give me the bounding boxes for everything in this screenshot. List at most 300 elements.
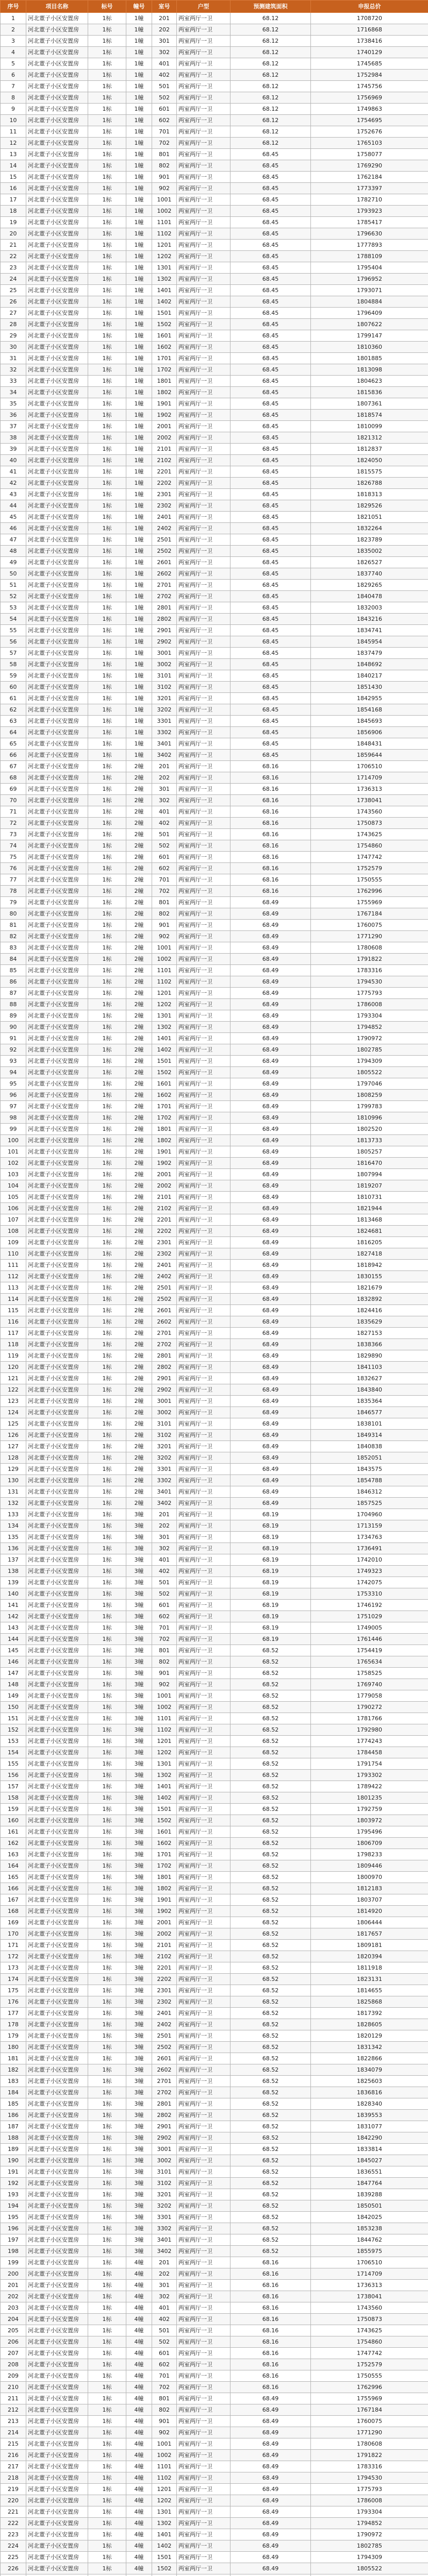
cell-room: 402 — [152, 1566, 177, 1577]
cell-lot: 1标 — [88, 648, 126, 659]
cell-total-price: 1736491 — [311, 1543, 428, 1554]
cell-total-price: 1742010 — [311, 1554, 428, 1566]
cell-area: 68.52 — [231, 2030, 311, 2042]
cell-room: 2101 — [152, 1192, 177, 1203]
cell-area: 68.19 — [231, 1532, 311, 1543]
cell-layout: 两室两厅一卫 — [177, 1668, 231, 1679]
cell-project: 河北董子小区安置房 — [26, 1090, 88, 1101]
cell-building: 2幢 — [126, 1033, 152, 1044]
cell-layout: 两室两厅一卫 — [177, 2178, 231, 2189]
cell-project: 河北董子小区安置房 — [26, 523, 88, 534]
cell-lot: 1标 — [88, 285, 126, 296]
cell-area: 68.12 — [231, 58, 311, 70]
cell-layout: 两室两厅一卫 — [177, 1135, 231, 1146]
cell-layout: 两室两厅一卫 — [177, 206, 231, 217]
cell-area: 68.12 — [231, 24, 311, 36]
cell-project: 河北董子小区安置房 — [26, 2234, 88, 2246]
cell-total-price: 1827418 — [311, 1248, 428, 1260]
cell-index: 142 — [1, 1611, 26, 1622]
cell-total-price: 1765103 — [311, 138, 428, 149]
table-header — [1, 1, 428, 13]
table-row — [1, 1792, 428, 1804]
cell-building: 4幢 — [126, 2382, 152, 2393]
cell-building: 2幢 — [126, 1067, 152, 1078]
cell-total-price — [311, 2574, 428, 2576]
cell-index: 107 — [1, 1214, 26, 1226]
table-row — [1, 1135, 428, 1146]
cell-total-price: 1738416 — [311, 36, 428, 47]
table-row — [1, 1158, 428, 1169]
cell-building: 1幢 — [126, 750, 152, 761]
cell-room: 3202 — [152, 2200, 177, 2212]
cell-building: 2幢 — [126, 1464, 152, 1475]
cell-area: 68.49 — [231, 1078, 311, 1090]
cell-building: 2幢 — [126, 1135, 152, 1146]
cell-total-price: 1750873 — [311, 2314, 428, 2325]
cell-lot: 1标 — [88, 194, 126, 206]
cell-area: 68.45 — [231, 376, 311, 387]
cell-project: 河北董子小区安置房 — [26, 1509, 88, 1520]
cell-building: 1幢 — [126, 36, 152, 47]
cell-layout: 两室两厅一卫 — [177, 1996, 231, 2008]
cell-index: 193 — [1, 2189, 26, 2200]
cell-layout: 两室两厅一卫 — [177, 2552, 231, 2563]
cell-index: 40 — [1, 455, 26, 466]
cell-room: 2601 — [152, 2053, 177, 2064]
cell-lot: 1标 — [88, 1770, 126, 1781]
cell-area: 68.52 — [231, 2155, 311, 2166]
table-row — [1, 2540, 428, 2552]
cell-area: 68.45 — [231, 285, 311, 296]
cell-room: 2301 — [152, 489, 177, 500]
cell-area: 68.45 — [231, 149, 311, 160]
cell-lot: 1标 — [88, 1611, 126, 1622]
cell-total-price: 1704960 — [311, 1509, 428, 1520]
cell-index: 95 — [1, 1078, 26, 1090]
cell-project: 河北董子小区安置房 — [26, 160, 88, 172]
cell-lot: 1标 — [88, 1078, 126, 1090]
table-row — [1, 1022, 428, 1033]
cell-total-price: 1832003 — [311, 602, 428, 614]
cell-project: 河北董子小区安置房 — [26, 2336, 88, 2348]
table-row — [1, 1248, 428, 1260]
cell-layout: 两室两厅一卫 — [177, 194, 231, 206]
table-row — [1, 2166, 428, 2178]
cell-building: 3幢 — [126, 2189, 152, 2200]
table-row — [1, 523, 428, 534]
cell-layout: 两室两厅一卫 — [177, 2257, 231, 2268]
table-row — [1, 602, 428, 614]
cell-lot: 1标 — [88, 1282, 126, 1294]
cell-index: 118 — [1, 1339, 26, 1350]
cell-area: 68.16 — [231, 863, 311, 874]
cell-index: 42 — [1, 478, 26, 489]
cell-index: 64 — [1, 727, 26, 738]
cell-area: 68.45 — [231, 421, 311, 432]
cell-building: 1幢 — [126, 602, 152, 614]
cell-layout: 两室两厅一卫 — [177, 716, 231, 727]
cell-index: 155 — [1, 1758, 26, 1770]
cell-room: 1802 — [152, 1883, 177, 1894]
cell-lot: 1标 — [88, 1180, 126, 1192]
cell-area: 68.45 — [231, 648, 311, 659]
cell-project: 河北董子小区安置房 — [26, 1588, 88, 1600]
cell-layout: 两室两厅一卫 — [177, 251, 231, 262]
cell-index: 189 — [1, 2144, 26, 2155]
cell-lot: 1标 — [88, 2178, 126, 2189]
cell-building: 4幢 — [126, 2506, 152, 2518]
cell-lot: 1标 — [88, 1554, 126, 1566]
cell-room: 2302 — [152, 1248, 177, 1260]
cell-room: 2901 — [152, 2121, 177, 2132]
cell-building: 3幢 — [126, 2132, 152, 2144]
cell-lot: 1标 — [88, 183, 126, 194]
table-row — [1, 13, 428, 24]
cell-lot: 1标 — [88, 546, 126, 557]
cell-room: 1102 — [152, 1724, 177, 1736]
cell-total-price: 1793302 — [311, 1770, 428, 1781]
cell-area: 68.16 — [231, 2348, 311, 2359]
cell-room: 3202 — [152, 704, 177, 716]
cell-project: 河北董子小区安置房 — [26, 2166, 88, 2178]
table-row — [1, 1849, 428, 1860]
table-body — [1, 13, 428, 2576]
cell-area: 68.52 — [231, 2008, 311, 2019]
cell-total-price: 1827153 — [311, 1328, 428, 1339]
cell-total-price: 1743625 — [311, 2325, 428, 2336]
cell-area: 68.52 — [231, 1736, 311, 1747]
cell-total-price: 1852051 — [311, 1452, 428, 1464]
cell-room: 2301 — [152, 1985, 177, 1996]
cell-area: 68.12 — [231, 115, 311, 126]
cell-index: 160 — [1, 1815, 26, 1826]
cell-index: 213 — [1, 2416, 26, 2427]
cell-lot: 1标 — [88, 1226, 126, 1237]
cell-building: 2幢 — [126, 1441, 152, 1452]
table-row — [1, 2574, 428, 2576]
cell-total-price: 1810731 — [311, 1192, 428, 1203]
cell-total-price: 1782710 — [311, 194, 428, 206]
cell-room: 501 — [152, 81, 177, 92]
cell-total-price: 1811918 — [311, 1962, 428, 1974]
cell-area: 68.49 — [231, 2506, 311, 2518]
cell-room: 2102 — [152, 455, 177, 466]
cell-lot: 1标 — [88, 2076, 126, 2087]
cell-area: 68.45 — [231, 251, 311, 262]
cell-layout: 两室两厅一卫 — [177, 1747, 231, 1758]
cell-total-price: 1752579 — [311, 2359, 428, 2370]
cell-project: 河北董子小区安置房 — [26, 444, 88, 455]
table-row — [1, 1883, 428, 1894]
cell-room: 1502 — [152, 2563, 177, 2574]
table-row — [1, 1679, 428, 1690]
cell-lot: 1标 — [88, 1305, 126, 1316]
cell-area: 68.16 — [231, 2370, 311, 2382]
cell-total-price: 1825868 — [311, 1996, 428, 2008]
cell-building: 1幢 — [126, 659, 152, 670]
cell-index: 4 — [1, 47, 26, 58]
table-row — [1, 1645, 428, 1656]
cell-lot: 1标 — [88, 1622, 126, 1634]
cell-project: 河北董子小区安置房 — [26, 818, 88, 829]
cell-building: 3幢 — [126, 1736, 152, 1747]
cell-index: 19 — [1, 217, 26, 228]
cell-room: 602 — [152, 863, 177, 874]
table-row — [1, 2064, 428, 2076]
cell-total-price: 1794309 — [311, 1056, 428, 1067]
cell-building: 3幢 — [126, 1849, 152, 1860]
cell-building: 1幢 — [126, 512, 152, 523]
cell-index: 11 — [1, 126, 26, 138]
cell-building: 1幢 — [126, 636, 152, 648]
cell-lot: 1标 — [88, 2155, 126, 2166]
cell-layout: 两室两厅一卫 — [177, 1645, 231, 1656]
table-row — [1, 2302, 428, 2314]
cell-index: 154 — [1, 1747, 26, 1758]
cell-lot: 1标 — [88, 1248, 126, 1260]
cell-layout: 两室两厅一卫 — [177, 693, 231, 704]
cell-building: 3幢 — [126, 1679, 152, 1690]
cell-lot: 1标 — [88, 2314, 126, 2325]
table-row — [1, 1600, 428, 1611]
cell-index: 67 — [1, 761, 26, 772]
cell-building: 2幢 — [126, 1044, 152, 1056]
cell-area: 68.49 — [231, 2484, 311, 2495]
cell-total-price: 1801235 — [311, 1792, 428, 1804]
cell-layout: 两室两厅一卫 — [177, 1407, 231, 1418]
table-row — [1, 2404, 428, 2416]
cell-index: 65 — [1, 738, 26, 750]
cell-building: 1幢 — [126, 478, 152, 489]
table-row — [1, 931, 428, 942]
cell-layout: 两室两厅一卫 — [177, 376, 231, 387]
table-row — [1, 58, 428, 70]
cell-layout: 两室两厅一卫 — [177, 353, 231, 364]
cell-layout: 两室两厅一卫 — [177, 1396, 231, 1407]
cell-total-price: 1779058 — [311, 1690, 428, 1702]
cell-index: 20 — [1, 228, 26, 240]
table-row — [1, 36, 428, 47]
cell-area: 68.19 — [231, 1520, 311, 1532]
cell-lot: 1标 — [88, 2472, 126, 2484]
cell-index: 169 — [1, 1917, 26, 1928]
cell-room: 601 — [152, 852, 177, 863]
cell-layout: 两室两厅一卫 — [177, 274, 231, 285]
cell-building: 1幢 — [126, 47, 152, 58]
cell-room: 1202 — [152, 251, 177, 262]
cell-total-price: 1836816 — [311, 2087, 428, 2098]
cell-lot: 1标 — [88, 1872, 126, 1883]
cell-layout: 两室两厅一卫 — [177, 1237, 231, 1248]
cell-building: 3幢 — [126, 2246, 152, 2257]
cell-layout: 两室两厅一卫 — [177, 1441, 231, 1452]
table-row — [1, 2484, 428, 2495]
cell-total-price: 1837740 — [311, 568, 428, 580]
cell-total-price: 1793304 — [311, 1010, 428, 1022]
cell-lot: 1标 — [88, 1101, 126, 1112]
cell-layout: 两室两厅一卫 — [177, 546, 231, 557]
cell-lot: 1标 — [88, 296, 126, 308]
cell-building: 3幢 — [126, 2098, 152, 2110]
cell-room: 801 — [152, 897, 177, 908]
cell-lot: 1标 — [88, 784, 126, 795]
cell-building: 3幢 — [126, 1985, 152, 1996]
cell-project: 河北董子小区安置房 — [26, 1339, 88, 1350]
cell-project: 河北董子小区安置房 — [26, 1135, 88, 1146]
table-row — [1, 2450, 428, 2461]
table-row — [1, 897, 428, 908]
cell-lot: 1标 — [88, 1566, 126, 1577]
table-row — [1, 1101, 428, 1112]
table-row — [1, 1543, 428, 1554]
cell-area: 68.45 — [231, 750, 311, 761]
cell-lot: 1标 — [88, 149, 126, 160]
cell-total-price: 1856906 — [311, 727, 428, 738]
cell-index: 222 — [1, 2518, 26, 2529]
table-row — [1, 398, 428, 410]
cell-total-price: 1780608 — [311, 942, 428, 954]
cell-index: 168 — [1, 1906, 26, 1917]
cell-area: 68.45 — [231, 591, 311, 602]
table-row — [1, 1056, 428, 1067]
cell-area: 68.16 — [231, 2314, 311, 2325]
cell-layout: 两室两厅一卫 — [177, 2076, 231, 2087]
cell-project: 河北董子小区安置房 — [26, 1067, 88, 1078]
cell-area: 68.49 — [231, 1192, 311, 1203]
table-row — [1, 1078, 428, 1090]
cell-index: 209 — [1, 2370, 26, 2382]
table-row — [1, 183, 428, 194]
cell-lot: 1标 — [88, 1407, 126, 1418]
cell-room: 201 — [152, 2257, 177, 2268]
cell-area: 68.45 — [231, 738, 311, 750]
cell-lot: 1标 — [88, 2223, 126, 2234]
cell-building: 2幢 — [126, 1418, 152, 1430]
cell-index: 53 — [1, 602, 26, 614]
cell-room: 1201 — [152, 1736, 177, 1747]
cell-layout: 两室两厅一卫 — [177, 160, 231, 172]
cell-lot: 1标 — [88, 2416, 126, 2427]
cell-room: 702 — [152, 138, 177, 149]
cell-total-price: 1783316 — [311, 965, 428, 976]
cell-building: 1幢 — [126, 228, 152, 240]
cell-layout: 两室两厅一卫 — [177, 1758, 231, 1770]
table-row — [1, 750, 428, 761]
cell-building: 1幢 — [126, 217, 152, 228]
cell-building: 1幢 — [126, 398, 152, 410]
table-row — [1, 228, 428, 240]
cell-room: 1402 — [152, 2540, 177, 2552]
cell-layout: 两室两厅一卫 — [177, 387, 231, 398]
table-row — [1, 1634, 428, 1645]
table-row — [1, 1033, 428, 1044]
cell-layout: 两室两厅一卫 — [177, 648, 231, 659]
cell-project: 河北董子小区安置房 — [26, 1758, 88, 1770]
cell-area: 68.49 — [231, 1452, 311, 1464]
cell-lot: 1标 — [88, 1135, 126, 1146]
cell-area: 68.49 — [231, 1056, 311, 1067]
cell-lot: 1标 — [88, 1350, 126, 1362]
cell-lot: 1标 — [88, 557, 126, 568]
cell-total-price: 1812837 — [311, 444, 428, 455]
cell-lot: 1标 — [88, 1475, 126, 1486]
table-row — [1, 138, 428, 149]
cell-lot: 1标 — [88, 1192, 126, 1203]
cell-area: 68.16 — [231, 795, 311, 806]
cell-room: 1701 — [152, 1849, 177, 1860]
cell-room: 3302 — [152, 727, 177, 738]
table-row — [1, 149, 428, 160]
cell-lot: 1标 — [88, 1271, 126, 1282]
cell-room: 1402 — [152, 296, 177, 308]
cell-total-price: 1769740 — [311, 1679, 428, 1690]
cell-index: 162 — [1, 1838, 26, 1849]
cell-area: 68.45 — [231, 557, 311, 568]
cell-area: 68.45 — [231, 614, 311, 625]
cell-layout: 两室两厅一卫 — [177, 954, 231, 965]
cell-total-price: 1749323 — [311, 1566, 428, 1577]
cell-area: 68.16 — [231, 761, 311, 772]
cell-project: 河北董子小区安置房 — [26, 2359, 88, 2370]
cell-layout: 两室两厅一卫 — [177, 1860, 231, 1872]
cell-room: 502 — [152, 840, 177, 852]
cell-building: 2幢 — [126, 1294, 152, 1305]
cell-index: 75 — [1, 852, 26, 863]
cell-project: 河北董子小区安置房 — [26, 659, 88, 670]
cell-building: 1幢 — [126, 240, 152, 251]
cell-project: 河北董子小区安置房 — [26, 2223, 88, 2234]
cell-lot: 1标 — [88, 2234, 126, 2246]
cell-lot: 1标 — [88, 704, 126, 716]
cell-building: 3幢 — [126, 2144, 152, 2155]
cell-project: 河北董子小区安置房 — [26, 761, 88, 772]
cell-total-price: 1781766 — [311, 1713, 428, 1724]
cell-project: 河北董子小区安置房 — [26, 47, 88, 58]
cell-room: 2702 — [152, 1339, 177, 1350]
cell-project: 河北董子小区安置房 — [26, 897, 88, 908]
cell-room: 3201 — [152, 2189, 177, 2200]
cell-index: 111 — [1, 1260, 26, 1271]
cell-project: 河北董子小区安置房 — [26, 602, 88, 614]
table-row — [1, 81, 428, 92]
cell-layout: 两室两厅一卫 — [177, 1736, 231, 1747]
cell-index: 124 — [1, 1407, 26, 1418]
table-row — [1, 863, 428, 874]
cell-building: 1幢 — [126, 455, 152, 466]
cell-building: 4幢 — [126, 2280, 152, 2291]
cell-room: 1202 — [152, 999, 177, 1010]
cell-building: 1幢 — [126, 104, 152, 115]
cell-building: 4幢 — [126, 2438, 152, 2450]
cell-area: 68.49 — [231, 1214, 311, 1226]
cell-total-price: 1805522 — [311, 2563, 428, 2574]
cell-layout: 两室两厅一卫 — [177, 2416, 231, 2427]
cell-total-price: 1843575 — [311, 1464, 428, 1475]
cell-index — [1, 2574, 26, 2576]
cell-room: 1602 — [152, 342, 177, 353]
cell-total-price: 1794852 — [311, 1022, 428, 1033]
cell-total-price: 1845693 — [311, 716, 428, 727]
cell-project: 河北董子小区安置房 — [26, 1373, 88, 1384]
cell-project: 河北董子小区安置房 — [26, 965, 88, 976]
cell-building: 3幢 — [126, 1566, 152, 1577]
cell-lot: 1标 — [88, 92, 126, 104]
table-row — [1, 1203, 428, 1214]
cell-layout: 两室两厅一卫 — [177, 942, 231, 954]
table-row — [1, 2223, 428, 2234]
cell-room: 2702 — [152, 2087, 177, 2098]
cell-lot: 1标 — [88, 886, 126, 897]
